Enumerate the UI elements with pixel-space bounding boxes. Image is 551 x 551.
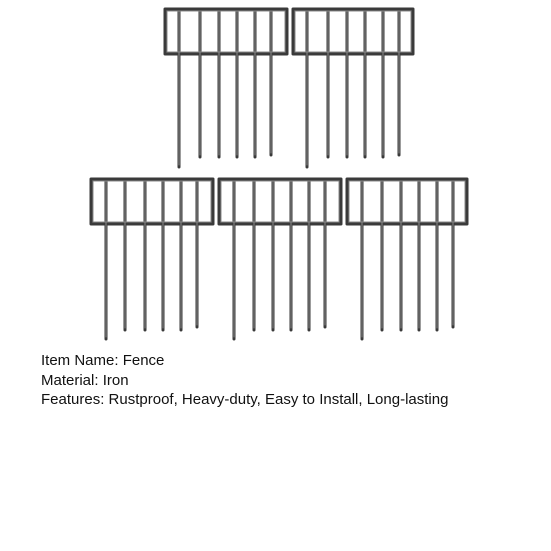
- spec-label: Material:: [41, 371, 99, 389]
- product-specs: [41, 351, 448, 410]
- spec-label: Item Name:: [41, 352, 119, 369]
- fence-panel-bottom-left: [91, 179, 213, 339]
- spec-value: Fence: [122, 352, 165, 369]
- spec-label: Features:: [41, 391, 105, 408]
- spec-features: [41, 390, 448, 410]
- fence-panel-bottom-center: [219, 179, 341, 339]
- spec-material: [41, 371, 448, 391]
- fence-panel-top-right: [293, 9, 413, 167]
- fence-panel-top-left: [165, 9, 287, 167]
- spec-value: Iron: [102, 371, 129, 389]
- spec-value: Rustproof, Heavy-duty, Easy to Install, Long-lasting: [108, 391, 449, 408]
- spec-item-name: [41, 351, 448, 371]
- fence-panel-bottom-right: [347, 179, 467, 339]
